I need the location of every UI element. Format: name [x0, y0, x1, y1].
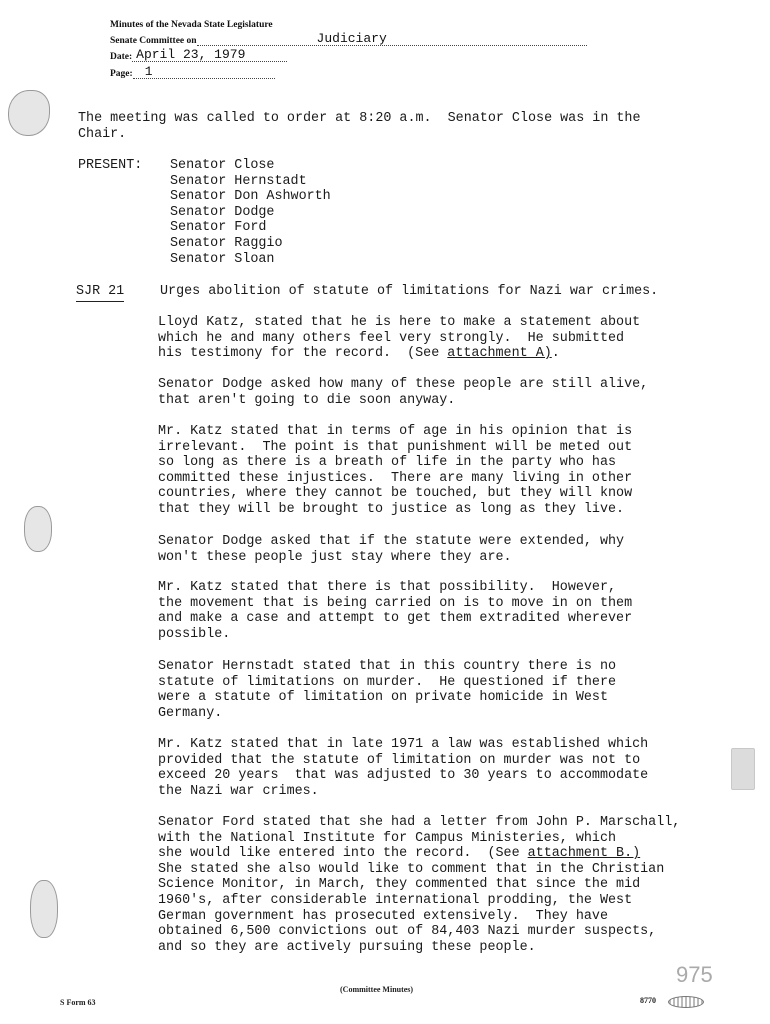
paragraph-katz-law: Mr. Katz stated that in late 1971 a law was established which provided that the statute of limitation on murder was not to exceed 20 years that was adjusted to 30 years to accommodate the Nazi war crimes.: [158, 737, 649, 799]
paragraph-text: She stated she also would like to comment that in the Christian Science Monitor, in March, they commented that since the mid 1960's, after considerable international prodding, the West German government has prosecuted extensively. They have obtained 6,500 convictions out of 84,403 Nazi murder suspects, and so they are actively pursuing these people.: [158, 861, 665, 955]
committee-value: Judiciary: [197, 33, 587, 46]
footer-committee-minutes: (Committee Minutes): [340, 985, 414, 994]
date-value: April 23, 1979: [132, 49, 287, 62]
paragraph-ford-statement: [158, 815, 680, 955]
opening-statement: The meeting was called to order at 8:20 a.m. Senator Close was in the Chair.: [78, 111, 641, 142]
present-label: PRESENT:: [78, 158, 143, 173]
paragraph-text: Senator Ford stated that she had a letter from John P. Marschall, with the National Institute for Campus Ministeries, which she would like entered into the record. (See: [158, 815, 681, 862]
paragraph-katz-response: Mr. Katz stated that in terms of age in his opinion that is irrelevant. The point is that punishment will be meted out so long as there is a breath of life in the party who has committed these injustices. There are many living in other countries, where they cannot be touched, but they will know that they will be brought to justice as long as they live.: [158, 424, 633, 517]
bill-title: Urges abolition of statute of limitations for Nazi war crimes.: [160, 284, 659, 299]
page-label: Page:: [110, 69, 133, 79]
paragraph-hernstadt-question: Senator Hernstadt stated that in this country there is no statute of limitations on murder. He questioned if there were a statute of limitation on private homicide in West Germany.: [158, 659, 617, 721]
committee-label: Senate Committee on: [110, 36, 197, 46]
paragraph-text: Lloyd Katz, stated that he is here to make a statement about which he and many others feel very strongly. He submitted his testimony for the record. (See: [158, 315, 641, 362]
punch-hole-middle: [24, 506, 52, 552]
present-member: Senator Hernstadt: [170, 173, 307, 189]
present-list: [170, 158, 331, 267]
attachment-a-reference: attachment A): [447, 346, 552, 362]
present-member: Senator Sloan: [170, 251, 275, 267]
footer-form-number: S Form 63: [60, 998, 96, 1007]
present-member: Senator Raggio: [170, 235, 283, 251]
present-member: Senator Close: [170, 158, 275, 173]
committee-line: [110, 33, 587, 46]
paragraph-katz-possibility: Mr. Katz stated that there is that possibility. However, the movement that is being carried on is to move in on them and make a case and attempt to get them extradited wherever possible.: [158, 580, 633, 642]
present-member: Senator Dodge: [170, 204, 275, 220]
paragraph-text: .: [551, 346, 560, 362]
attachment-b-reference: attachment B.): [527, 846, 641, 862]
date-line: [110, 49, 287, 62]
paragraph-katz-statement: [158, 315, 640, 362]
page-line: [110, 66, 275, 79]
page-stamp-number: 975: [676, 962, 713, 987]
footer-code: 8770: [640, 996, 656, 1005]
paragraph-dodge-followup: Senator Dodge asked that if the statute were extended, why won't these people just stay where they are.: [158, 534, 625, 565]
present-member: Senator Ford: [170, 220, 267, 236]
bill-id: SJR 21: [76, 284, 124, 302]
present-member: Senator Don Ashworth: [170, 189, 331, 205]
minutes-title: Minutes of the Nevada State Legislature: [110, 20, 273, 30]
punch-hole-top: [8, 90, 50, 136]
punch-hole-bottom: [30, 880, 58, 938]
date-label: Date:: [110, 52, 133, 62]
page-value: 1: [133, 66, 275, 79]
scan-mark: [731, 748, 755, 790]
printer-logo-icon: [668, 996, 704, 1008]
paragraph-dodge-question: Senator Dodge asked how many of these people are still alive, that aren't going to die soon anyway.: [158, 377, 649, 408]
